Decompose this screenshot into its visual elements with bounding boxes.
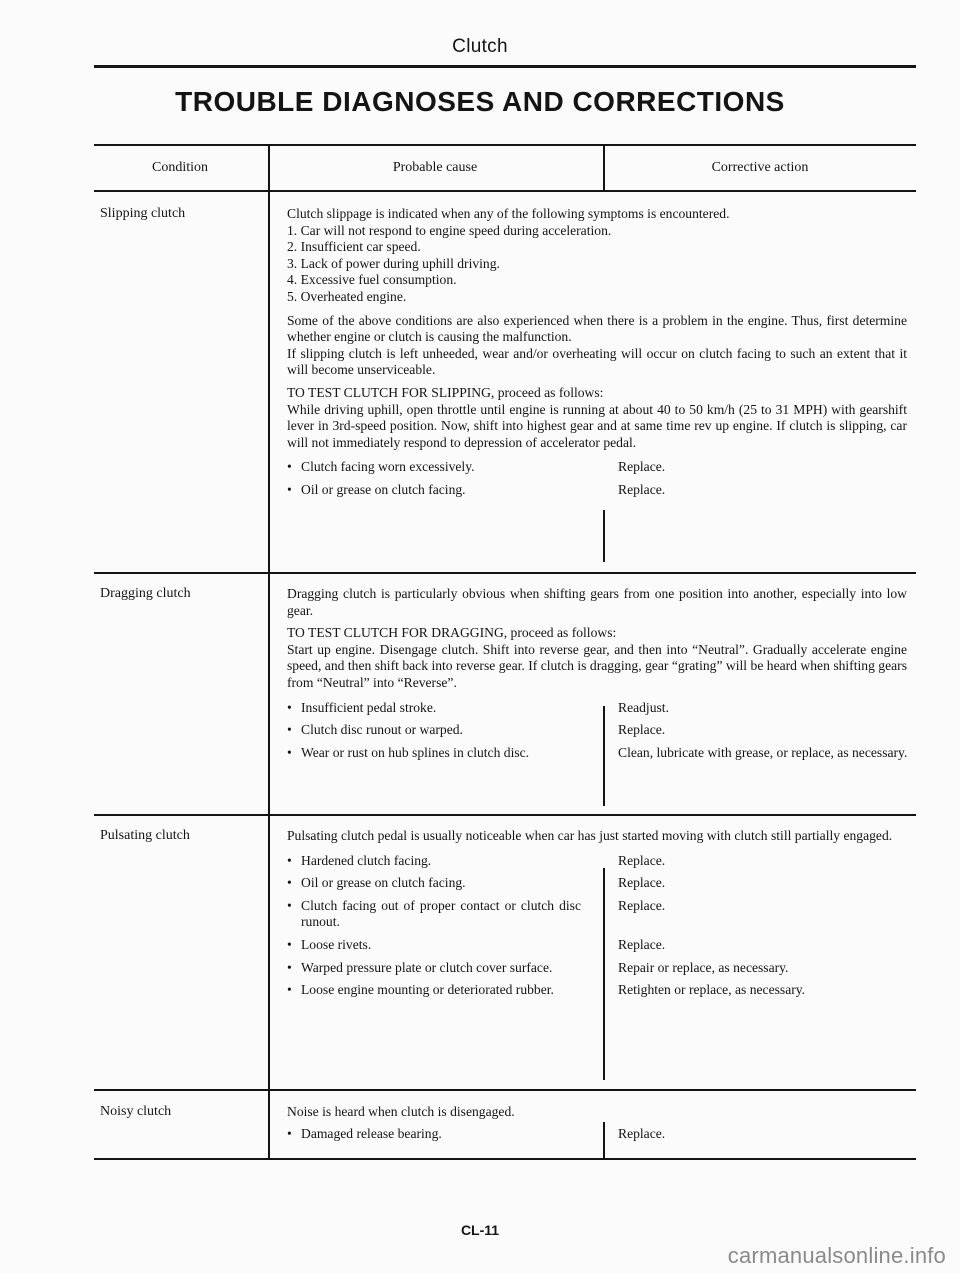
cause-action-item bbox=[287, 960, 907, 977]
cause-text: • Clutch facing worn excessively. bbox=[287, 459, 601, 476]
column-header-condition: Condition bbox=[151, 160, 208, 175]
cause-text: • Oil or grease on clutch facing. bbox=[287, 482, 601, 499]
cause-text: • Damaged release bearing. bbox=[287, 1126, 601, 1143]
cause-action-item bbox=[287, 853, 907, 870]
cause-text: • Insufficient pedal stroke. bbox=[287, 700, 601, 717]
cause-text: • Warped pressure plate or clutch cover surface. bbox=[287, 960, 581, 977]
action-text: Replace. bbox=[618, 936, 666, 952]
symptom-item: 4. Excessive fuel consumption. bbox=[287, 272, 457, 288]
table-header-rule bbox=[94, 190, 916, 192]
cause-action-item bbox=[287, 1126, 907, 1143]
cause-action-item bbox=[287, 898, 907, 931]
cause-action-item bbox=[287, 937, 907, 954]
action-text: Repair or replace, as necessary. bbox=[618, 959, 789, 975]
page-title: TROUBLE DIAGNOSES AND CORRECTIONS bbox=[175, 86, 785, 117]
cause-action-item bbox=[287, 459, 907, 476]
action-text: Readjust. bbox=[618, 699, 669, 715]
symptom-item: 2. Insufficient car speed. bbox=[287, 239, 421, 255]
condition-pulsating-clutch: Pulsating clutch bbox=[100, 828, 190, 843]
cause-text: • Oil or grease on clutch facing. bbox=[287, 875, 601, 892]
paragraph: Some of the above conditions are also experienced when there is a problem in the engine. Thus, first determine whether engine or clutch is causing the malfunction. bbox=[287, 312, 907, 345]
paragraph: Noise is heard when clutch is disengaged. bbox=[287, 1104, 515, 1119]
item-divider bbox=[603, 510, 605, 562]
cause-text: • Wear or rust on hub splines in clutch disc. bbox=[287, 745, 601, 762]
cause-text: • Clutch disc runout or warped. bbox=[287, 722, 601, 739]
test-heading: TO TEST CLUTCH FOR SLIPPING, proceed as follows: bbox=[287, 384, 604, 400]
column-header-cause: Probable cause bbox=[392, 160, 478, 175]
test-heading: TO TEST CLUTCH FOR DRAGGING, proceed as follows: bbox=[287, 625, 617, 641]
action-text: Retighten or replace, as necessary. bbox=[618, 982, 806, 998]
column-divider-condition bbox=[268, 144, 270, 1159]
cause-text: • Loose rivets. bbox=[287, 937, 601, 954]
row-body-noisy bbox=[287, 1104, 907, 1148]
action-text: Replace. bbox=[618, 459, 666, 475]
action-text: Replace. bbox=[618, 1125, 666, 1141]
item-divider bbox=[603, 706, 605, 806]
paragraph: While driving uphill, open throttle until engine is running at about 40 to 50 km/h (25 to 31 MPH) with gearshift lever in 3rd-speed position. Now, shift into highest gear and at same time rev up engine. If clutch is slipping, car will not immediately respond to depression of accelerator pedal. bbox=[287, 401, 907, 450]
column-divider-cause-header bbox=[603, 144, 605, 191]
cause-text: • Hardened clutch facing. bbox=[287, 853, 601, 870]
table-top-rule bbox=[94, 144, 916, 146]
item-divider bbox=[603, 1122, 605, 1158]
row-separator bbox=[94, 814, 916, 816]
action-text: Replace. bbox=[618, 897, 666, 913]
cause-action-item bbox=[287, 982, 907, 999]
row-separator bbox=[94, 572, 916, 574]
cause-action-item bbox=[287, 700, 907, 717]
section-header: Clutch bbox=[452, 36, 508, 57]
header-rule bbox=[94, 65, 916, 68]
paragraph: Start up engine. Disengage clutch. Shift into reverse gear, and then into “Neutral”. Gradually accelerate engine speed, and then shift back into reverse gear. If clutch is dragging, gear “grating” will be heard when shifting gears from “Neutral” into “Reverse”. bbox=[287, 641, 907, 690]
condition-slipping-clutch: Slipping clutch bbox=[100, 206, 186, 221]
cause-text: • Loose engine mounting or deteriorated rubber. bbox=[287, 982, 581, 999]
item-divider bbox=[603, 868, 605, 1080]
action-text: Replace. bbox=[618, 722, 666, 738]
cause-action-item bbox=[287, 482, 907, 499]
page-number: CL-11 bbox=[460, 1222, 500, 1238]
action-text: Replace. bbox=[618, 875, 666, 891]
table-bottom-rule bbox=[94, 1158, 916, 1160]
symptom-item: 3. Lack of power during uphill driving. bbox=[287, 255, 500, 271]
column-header-action: Corrective action bbox=[711, 160, 809, 175]
symptom-item: 1. Car will not respond to engine speed during acceleration. bbox=[287, 222, 612, 238]
cause-action-item bbox=[287, 745, 907, 762]
row-body-slipping bbox=[287, 206, 907, 505]
row-separator bbox=[94, 1089, 916, 1091]
intro-text: Clutch slippage is indicated when any of the following symptoms is encountered. bbox=[287, 206, 730, 221]
condition-noisy-clutch: Noisy clutch bbox=[100, 1104, 172, 1119]
cause-action-item bbox=[287, 875, 907, 892]
action-text: Replace. bbox=[618, 852, 666, 868]
cause-text: • Clutch facing out of proper contact or clutch disc runout. bbox=[287, 898, 581, 931]
paragraph: Dragging clutch is particularly obvious when shifting gears from one position into another, especially into low gear. bbox=[287, 586, 907, 618]
condition-dragging-clutch: Dragging clutch bbox=[100, 586, 191, 601]
action-text: Replace. bbox=[618, 481, 666, 497]
watermark[interactable]: carmanualsonline.info bbox=[727, 1243, 946, 1268]
cause-action-item bbox=[287, 722, 907, 739]
paragraph: If slipping clutch is left unheeded, wear and/or overheating will occur on clutch facing to such an extent that it will become unserviceable. bbox=[287, 345, 907, 378]
row-body-dragging bbox=[287, 586, 907, 767]
row-body-pulsating bbox=[287, 828, 907, 1005]
paragraph: Pulsating clutch pedal is usually noticeable when car has just started moving with clutch still partially engaged. bbox=[287, 828, 893, 843]
symptom-item: 5. Overheated engine. bbox=[287, 288, 407, 304]
action-text: Clean, lubricate with grease, or replace, as necessary. bbox=[618, 744, 908, 760]
